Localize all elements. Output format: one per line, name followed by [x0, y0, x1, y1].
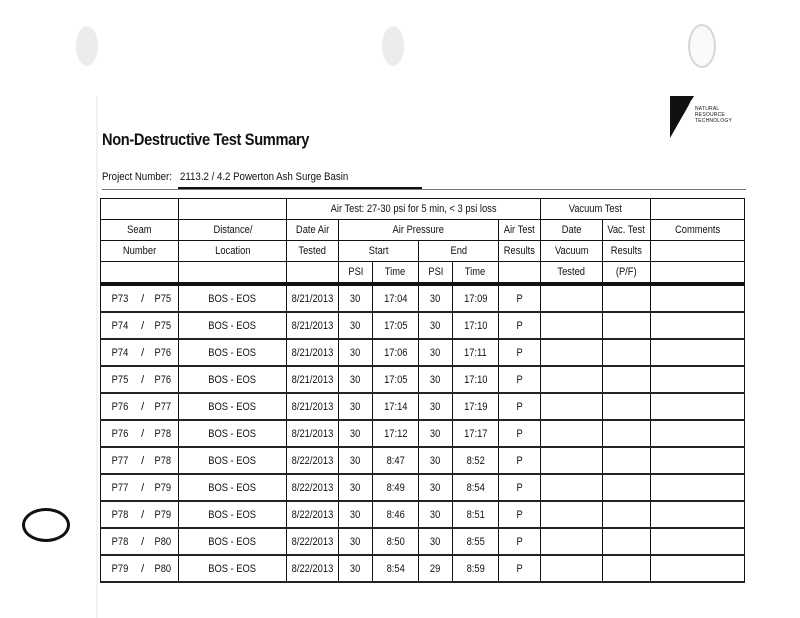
- comments-cell: [651, 474, 745, 501]
- date-air-cell: 8/22/2013: [287, 501, 339, 528]
- seam-separator: /: [141, 400, 145, 413]
- seam-b: P80: [154, 562, 171, 575]
- end-time-cell: 17:09: [453, 286, 499, 313]
- end-time-cell: 17:19: [453, 393, 499, 420]
- seam-b: P79: [154, 508, 171, 521]
- vacuum-result-cell: [603, 528, 651, 555]
- end-psi-cell: 30: [419, 501, 453, 528]
- start-psi-cell: 30: [339, 555, 373, 582]
- date-air-cell: 8/22/2013: [287, 555, 339, 582]
- end-psi-cell: 29: [419, 555, 453, 582]
- scan-artifact-hole: [382, 26, 404, 66]
- vac-results-header-line1: Vac. Test: [603, 220, 651, 241]
- end-time-cell: 8:59: [453, 555, 499, 582]
- seam-separator: /: [141, 292, 145, 305]
- vacuum-date-cell: [541, 366, 603, 393]
- comments-cell: [651, 366, 745, 393]
- seam-b: P76: [154, 346, 171, 359]
- test-summary-table: [100, 198, 745, 583]
- end-psi-cell: 30: [419, 339, 453, 366]
- air-results-header-spacer: [499, 262, 541, 283]
- end-psi-header: PSI: [419, 262, 453, 283]
- location-cell: BOS - EOS: [179, 420, 287, 447]
- air-test-group-header: Air Test: 27-30 psi for 5 min, < 3 psi loss: [287, 199, 541, 220]
- start-psi-header: PSI: [339, 262, 373, 283]
- end-psi-cell: 30: [419, 393, 453, 420]
- vacuum-result-cell: [603, 393, 651, 420]
- air-result-cell: P: [499, 366, 541, 393]
- seam-header-spacer: [101, 199, 179, 220]
- project-number-label: Project Number:: [102, 171, 172, 183]
- seam-number-cell: [101, 501, 179, 528]
- date-air-header-spacer: [287, 262, 339, 283]
- date-air-cell: 8/22/2013: [287, 528, 339, 555]
- seam-number-cell: [101, 555, 179, 582]
- project-number-value: 2113.2 / 4.2 Powerton Ash Surge Basin: [180, 171, 349, 183]
- start-time-cell: 8:49: [373, 474, 419, 501]
- vac-results-header-line2: Results: [603, 241, 651, 262]
- date-vacuum-header-line3: Tested: [541, 262, 603, 283]
- seam-a: P78: [111, 508, 129, 521]
- seam-number-cell: [101, 339, 179, 366]
- seam-separator: /: [141, 535, 145, 548]
- page-title: Non-Destructive Test Summary: [102, 130, 310, 149]
- air-result-cell: P: [499, 447, 541, 474]
- start-time-cell: 17:05: [373, 366, 419, 393]
- location-cell: BOS - EOS: [179, 312, 287, 339]
- end-header: End: [419, 241, 499, 262]
- start-psi-cell: 30: [339, 528, 373, 555]
- date-air-cell: 8/22/2013: [287, 474, 339, 501]
- date-air-cell: 8/21/2013: [287, 286, 339, 313]
- air-results-header-line2: Results: [499, 241, 541, 262]
- start-psi-cell: 30: [339, 420, 373, 447]
- seam-a: P77: [111, 454, 129, 467]
- start-time-cell: 17:06: [373, 339, 419, 366]
- vacuum-test-group-header: Vacuum Test: [541, 199, 651, 220]
- vacuum-date-cell: [541, 420, 603, 447]
- date-air-cell: 8/21/2013: [287, 366, 339, 393]
- vacuum-result-cell: [603, 555, 651, 582]
- vacuum-date-cell: [541, 528, 603, 555]
- seam-separator: /: [141, 481, 145, 494]
- vacuum-date-cell: [541, 393, 603, 420]
- vacuum-date-cell: [541, 474, 603, 501]
- table-row: [101, 555, 745, 582]
- date-air-header-line2: Tested: [287, 241, 339, 262]
- comments-cell: [651, 339, 745, 366]
- start-time-cell: 17:05: [373, 312, 419, 339]
- seam-a: P76: [111, 427, 129, 440]
- start-time-cell: 8:54: [373, 555, 419, 582]
- vacuum-result-cell: [603, 366, 651, 393]
- seam-header-line1: Seam: [101, 220, 179, 241]
- seam-a: P78: [111, 535, 129, 548]
- end-psi-cell: 30: [419, 447, 453, 474]
- scan-artifact-hole: [688, 24, 716, 68]
- end-psi-cell: 30: [419, 366, 453, 393]
- seam-b: P77: [154, 400, 171, 413]
- date-vacuum-header-line1: Date: [541, 220, 603, 241]
- table-rows: [101, 286, 745, 583]
- air-result-cell: P: [499, 339, 541, 366]
- end-time-cell: 8:52: [453, 447, 499, 474]
- end-time-cell: 8:54: [453, 474, 499, 501]
- seam-separator: /: [141, 427, 145, 440]
- location-header-line1: Distance/: [179, 220, 287, 241]
- air-result-cell: P: [499, 312, 541, 339]
- binder-ring-hole: [22, 508, 70, 542]
- end-time-cell: 17:17: [453, 420, 499, 447]
- end-psi-cell: 30: [419, 528, 453, 555]
- date-air-cell: 8/21/2013: [287, 393, 339, 420]
- seam-number-cell: [101, 286, 179, 313]
- start-psi-cell: 30: [339, 393, 373, 420]
- start-time-cell: 17:04: [373, 286, 419, 313]
- seam-b: P80: [154, 535, 171, 548]
- date-vacuum-header-line2: Vacuum: [541, 241, 603, 262]
- table-row: [101, 528, 745, 555]
- end-time-cell: 8:55: [453, 528, 499, 555]
- comments-cell: [651, 528, 745, 555]
- seam-separator: /: [141, 373, 145, 386]
- location-cell: BOS - EOS: [179, 555, 287, 582]
- seam-b: P76: [154, 373, 171, 386]
- air-results-header-line1: Air Test: [499, 220, 541, 241]
- location-cell: BOS - EOS: [179, 528, 287, 555]
- comments-cell: [651, 312, 745, 339]
- air-result-cell: P: [499, 528, 541, 555]
- seam-separator: /: [141, 562, 145, 575]
- date-air-cell: 8/21/2013: [287, 312, 339, 339]
- company-logo: [668, 92, 740, 140]
- location-cell: BOS - EOS: [179, 447, 287, 474]
- seam-number-cell: [101, 366, 179, 393]
- vacuum-result-cell: [603, 312, 651, 339]
- comments-cell: [651, 393, 745, 420]
- start-time-header: Time: [373, 262, 419, 283]
- table-row: [101, 339, 745, 366]
- comments-cell: [651, 501, 745, 528]
- vacuum-date-cell: [541, 286, 603, 313]
- location-cell: BOS - EOS: [179, 339, 287, 366]
- comments-cell: [651, 555, 745, 582]
- vacuum-date-cell: [541, 501, 603, 528]
- seam-a: P75: [111, 373, 129, 386]
- page-edge-shadow: [96, 96, 98, 618]
- end-time-cell: 17:10: [453, 366, 499, 393]
- date-air-cell: 8/22/2013: [287, 447, 339, 474]
- start-time-cell: 17:14: [373, 393, 419, 420]
- date-air-cell: 8/21/2013: [287, 339, 339, 366]
- vacuum-date-cell: [541, 312, 603, 339]
- seam-separator: /: [141, 454, 145, 467]
- start-psi-cell: 30: [339, 366, 373, 393]
- table-row: [101, 312, 745, 339]
- vacuum-result-cell: [603, 286, 651, 313]
- vacuum-result-cell: [603, 474, 651, 501]
- end-time-header: Time: [453, 262, 499, 283]
- table-row: [101, 366, 745, 393]
- location-cell: BOS - EOS: [179, 366, 287, 393]
- location-cell: BOS - EOS: [179, 286, 287, 313]
- comments-header-spacer: [651, 199, 745, 220]
- table-row: [101, 393, 745, 420]
- vac-results-header-line3: (P/F): [603, 262, 651, 283]
- end-psi-cell: 30: [419, 474, 453, 501]
- logo-text: NATURAL RESOURCE TECHNOLOGY: [695, 106, 733, 124]
- seam-b: P78: [154, 427, 171, 440]
- date-air-header-line1: Date Air: [287, 220, 339, 241]
- seam-header-line2: Number: [101, 241, 179, 262]
- start-time-cell: 17:12: [373, 420, 419, 447]
- date-air-cell: 8/21/2013: [287, 420, 339, 447]
- location-header-spacer: [179, 199, 287, 220]
- location-header-line2: Location: [179, 241, 287, 262]
- vacuum-result-cell: [603, 339, 651, 366]
- air-result-cell: P: [499, 286, 541, 313]
- vacuum-date-cell: [541, 339, 603, 366]
- seam-b: P78: [154, 454, 171, 467]
- seam-a: P79: [111, 562, 129, 575]
- air-pressure-header: Air Pressure: [339, 220, 499, 241]
- start-time-cell: 8:50: [373, 528, 419, 555]
- air-result-cell: P: [499, 555, 541, 582]
- table-row: [101, 501, 745, 528]
- seam-number-cell: [101, 393, 179, 420]
- location-cell: BOS - EOS: [179, 501, 287, 528]
- seam-a: P76: [111, 400, 129, 413]
- start-psi-cell: 30: [339, 447, 373, 474]
- comments-cell: [651, 286, 745, 313]
- seam-b: P75: [154, 319, 171, 332]
- end-psi-cell: 30: [419, 420, 453, 447]
- start-psi-cell: 30: [339, 312, 373, 339]
- seam-number-cell: [101, 312, 179, 339]
- comments-header: Comments: [651, 220, 745, 241]
- start-psi-cell: 30: [339, 339, 373, 366]
- location-cell: BOS - EOS: [179, 474, 287, 501]
- start-psi-cell: 30: [339, 286, 373, 313]
- end-time-cell: 8:51: [453, 501, 499, 528]
- air-result-cell: P: [499, 474, 541, 501]
- seam-number-cell: [101, 528, 179, 555]
- vacuum-result-cell: [603, 420, 651, 447]
- start-psi-cell: 30: [339, 501, 373, 528]
- location-cell: BOS - EOS: [179, 393, 287, 420]
- air-result-cell: P: [499, 393, 541, 420]
- vacuum-date-cell: [541, 555, 603, 582]
- comments-cell: [651, 420, 745, 447]
- seam-number-cell: [101, 474, 179, 501]
- seam-separator: /: [141, 319, 145, 332]
- air-result-cell: P: [499, 420, 541, 447]
- end-time-cell: 17:10: [453, 312, 499, 339]
- start-psi-cell: 30: [339, 474, 373, 501]
- vacuum-date-cell: [541, 447, 603, 474]
- scan-artifact-hole: [76, 26, 98, 66]
- seam-a: P74: [111, 319, 129, 332]
- seam-a: P73: [111, 292, 129, 305]
- table-row: [101, 286, 745, 313]
- table-row: [101, 447, 745, 474]
- comments-header-spacer: [651, 241, 745, 262]
- seam-a: P77: [111, 481, 129, 494]
- start-time-cell: 8:46: [373, 501, 419, 528]
- location-header-spacer: [179, 262, 287, 283]
- vacuum-result-cell: [603, 447, 651, 474]
- start-header: Start: [339, 241, 419, 262]
- seam-number-cell: [101, 447, 179, 474]
- seam-a: P74: [111, 346, 129, 359]
- start-time-cell: 8:47: [373, 447, 419, 474]
- seam-separator: /: [141, 346, 145, 359]
- comments-header-spacer: [651, 262, 745, 283]
- header-rule: [102, 189, 746, 190]
- air-result-cell: P: [499, 501, 541, 528]
- seam-b: P79: [154, 481, 171, 494]
- comments-cell: [651, 447, 745, 474]
- table-row: [101, 420, 745, 447]
- end-psi-cell: 30: [419, 312, 453, 339]
- vacuum-result-cell: [603, 501, 651, 528]
- seam-separator: /: [141, 508, 145, 521]
- seam-b: P75: [154, 292, 171, 305]
- end-time-cell: 17:11: [453, 339, 499, 366]
- seam-number-cell: [101, 420, 179, 447]
- table-row: [101, 474, 745, 501]
- seam-header-spacer: [101, 262, 179, 283]
- end-psi-cell: 30: [419, 286, 453, 313]
